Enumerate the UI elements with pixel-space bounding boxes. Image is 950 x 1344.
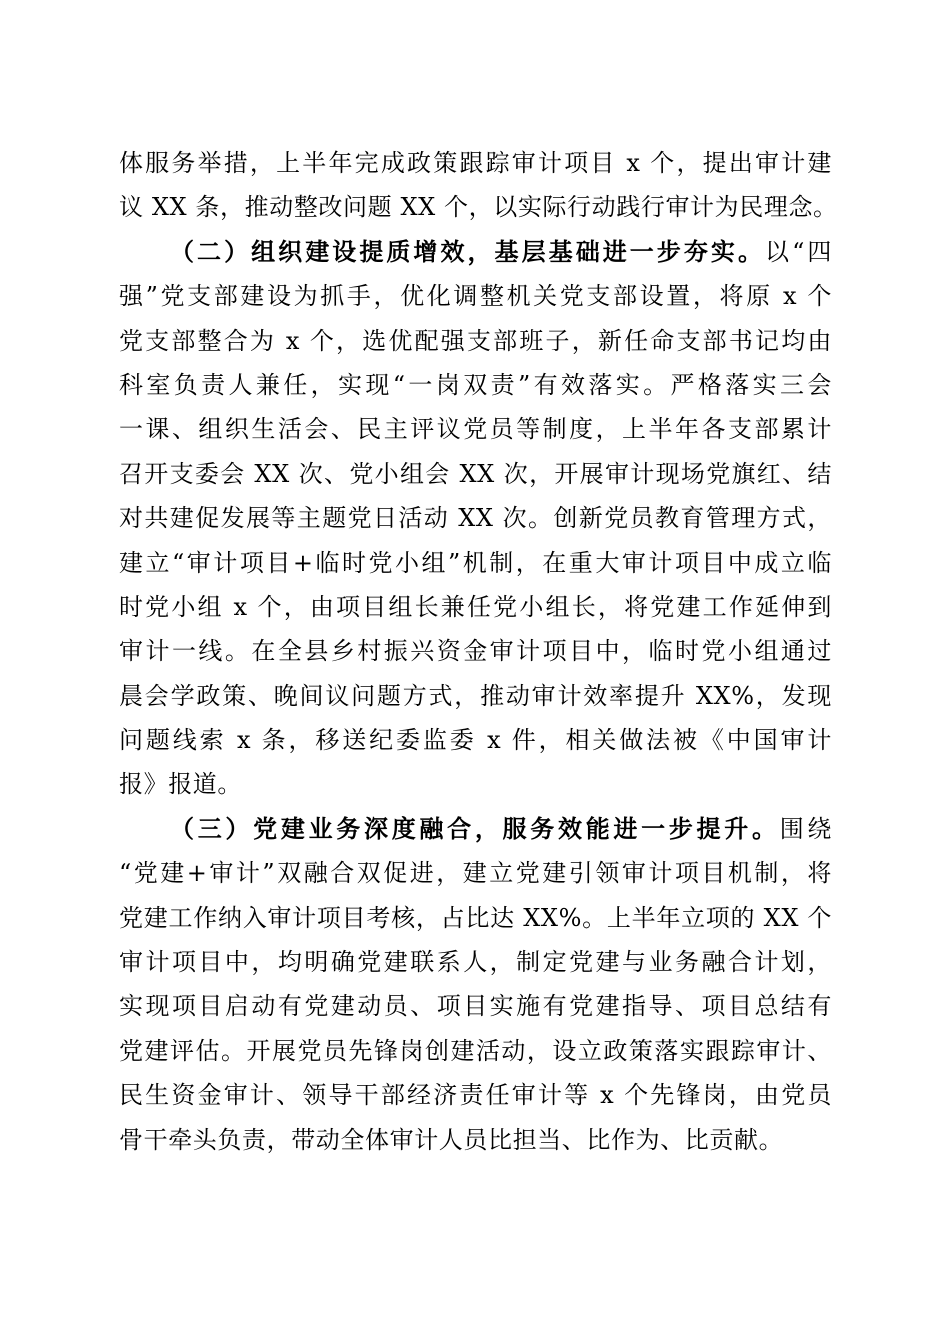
text-line: 审计一线。在全县乡村振兴资金审计项目中，临时党小组通过 bbox=[119, 637, 832, 666]
paragraph-continuation bbox=[119, 141, 838, 230]
text-line: 议 XX 条，推动整改问题 XX 个，以实际行动践行审计为民理念。 bbox=[119, 193, 838, 222]
text-line: 问题线索 x 条，移送纪委监委 x 件，相关做法被《中国审计 bbox=[119, 726, 832, 755]
text-line: 强”党支部建设为抓手，优化调整机关党支部设置，将原 x 个 bbox=[119, 282, 832, 311]
section-2-heading: （二）组织建设提质增效，基层基础进一步夯实。 bbox=[170, 236, 766, 266]
text-line bbox=[119, 807, 832, 851]
document-body bbox=[119, 141, 838, 1162]
section-3-first-line-rest: 围绕 bbox=[779, 814, 833, 843]
text-line: 体服务举措，上半年完成政策跟踪审计项目 x 个，提出审计建 bbox=[119, 149, 832, 177]
text-line: 骨干牵头负责，带动全体审计人员比担当、比作为、比贡献。 bbox=[119, 1125, 784, 1154]
text-line: 建立“审计项目+临时党小组”机制，在重大审计项目中成立临 bbox=[119, 548, 832, 577]
text-line bbox=[119, 230, 832, 274]
text-line: 实现项目启动有党建动员、项目实施有党建指导、项目总结有 bbox=[119, 992, 832, 1021]
text-line: 晨会学政策、晚间议问题方式，推动审计效率提升 XX%，发现 bbox=[119, 681, 832, 710]
text-line: 审计项目中，均明确党建联系人，制定党建与业务融合计划， bbox=[119, 948, 832, 977]
text-line: 党支部整合为 x 个，选优配强支部班子，新任命支部书记均由 bbox=[119, 326, 832, 355]
text-line: 民生资金审计、领导干部经济责任审计等 x 个先锋岗，由党员 bbox=[119, 1081, 832, 1110]
text-line: 党建工作纳入审计项目考核，占比达 XX%。上半年立项的 XX 个 bbox=[119, 903, 832, 932]
section-2-first-line-rest: 以“四 bbox=[765, 237, 832, 266]
paragraph-section-3 bbox=[119, 807, 832, 1162]
text-line: “党建+审计”双融合双促进，建立党建引领审计项目机制，将 bbox=[119, 859, 832, 888]
text-line: 党建评估。开展党员先锋岗创建活动，设立政策落实跟踪审计、 bbox=[119, 1036, 832, 1065]
text-line: 报》报道。 bbox=[119, 770, 242, 799]
text-line: 召开支委会 XX 次、党小组会 XX 次，开展审计现场党旗红、结 bbox=[119, 459, 832, 488]
section-3-heading: （三）党建业务深度融合，服务效能进一步提升。 bbox=[170, 813, 780, 843]
text-line: 一课、组织生活会、民主评议党员等制度，上半年各支部累计 bbox=[119, 415, 832, 444]
text-line: 科室负责人兼任，实现“一岗双责”有效落实。严格落实三会 bbox=[119, 370, 832, 399]
text-line: 对共建促发展等主题党日活动 XX 次。创新党员教育管理方式， bbox=[119, 504, 832, 533]
text-line: 时党小组 x 个，由项目组长兼任党小组长，将党建工作延伸到 bbox=[119, 592, 832, 621]
paragraph-section-2 bbox=[119, 230, 832, 807]
